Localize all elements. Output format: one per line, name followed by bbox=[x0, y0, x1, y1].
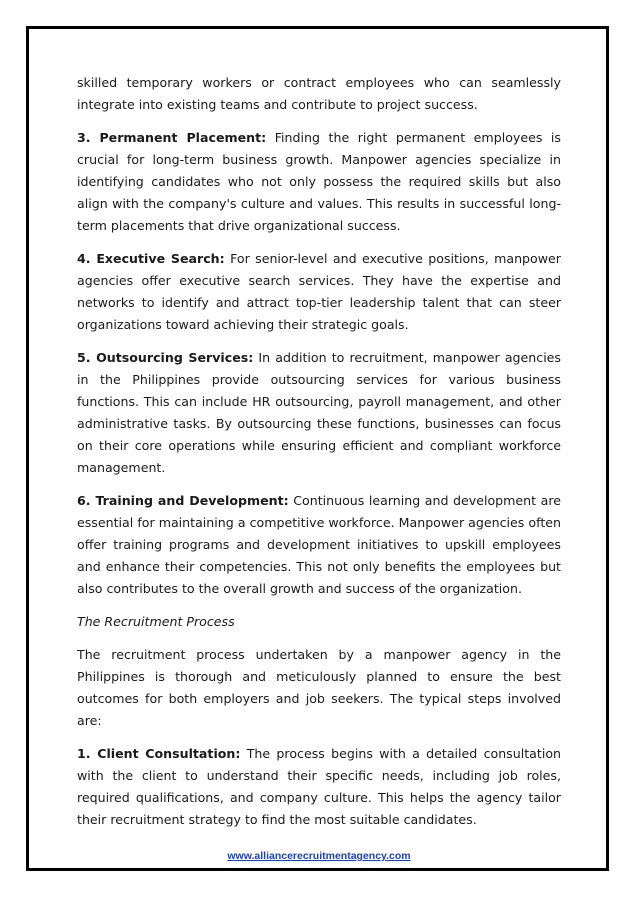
footer bbox=[0, 850, 638, 862]
document-body bbox=[77, 72, 561, 842]
paragraph-client-consultation: 1. Client Consultation: The process begins with a detailed consultation with the client to understand their specific needs, including job roles, required qualifications, and company culture. This helps the agency tailor their recruitment strategy to find the most suitable candidates. bbox=[77, 746, 562, 827]
heading-permanent-placement: 3. Permanent Placement: bbox=[77, 130, 267, 145]
heading-training-development: 6. Training and Development: bbox=[77, 493, 289, 508]
paragraph-outsourcing-services: 5. Outsourcing Services: In addition to recruitment, manpower agencies in the Philippines provide outsourcing services for various business functions. This can include HR outsourcing, payroll management, and other administrative tasks. By outsourcing these functions, businesses can focus on their core operations while ensuring efficient and compliant workforce management. bbox=[77, 350, 561, 475]
paragraph-executive-search: 4. Executive Search: For senior-level and executive positions, manpower agencies offer executive search services. They have the expertise and networks to identify and attract top-tier leadership talent that can steer organizations toward achieving their strategic goals. bbox=[77, 251, 561, 332]
paragraph-permanent-placement: 3. Permanent Placement: Finding the right permanent employees is crucial for long-term business growth. Manpower agencies specialize in identifying candidates who not only possess the required skills but also align with the company's culture and values. This results in successful long-term placements that drive organizational success. bbox=[77, 130, 561, 233]
website-link[interactable]: www.alliancerecruitmentagency.com bbox=[227, 850, 411, 862]
heading-client-consultation: 1. Client Consultation: bbox=[77, 746, 241, 761]
section-title: The Recruitment Process bbox=[77, 614, 235, 629]
heading-executive-search: 4. Executive Search: bbox=[77, 251, 225, 266]
paragraph-intro: The recruitment process undertaken by a manpower agency in the Philippines is thorough and meticulously planned to ensure the best outcomes for both employers and job seekers. The typical steps involved are: bbox=[77, 647, 561, 728]
paragraph-continuation: skilled temporary workers or contract employees who can seamlessly integrate into existing teams and contribute to project success. bbox=[77, 75, 561, 112]
paragraph-training-development: 6. Training and Development: Continuous learning and development are essential for maintaining a competitive workforce. Manpower agencies often offer training programs and development initiatives to upskill employees and enhance their competencies. This not only benefits the employees but also contributes to the overall growth and success of the organization. bbox=[77, 493, 561, 596]
heading-outsourcing-services: 5. Outsourcing Services: bbox=[77, 350, 254, 365]
